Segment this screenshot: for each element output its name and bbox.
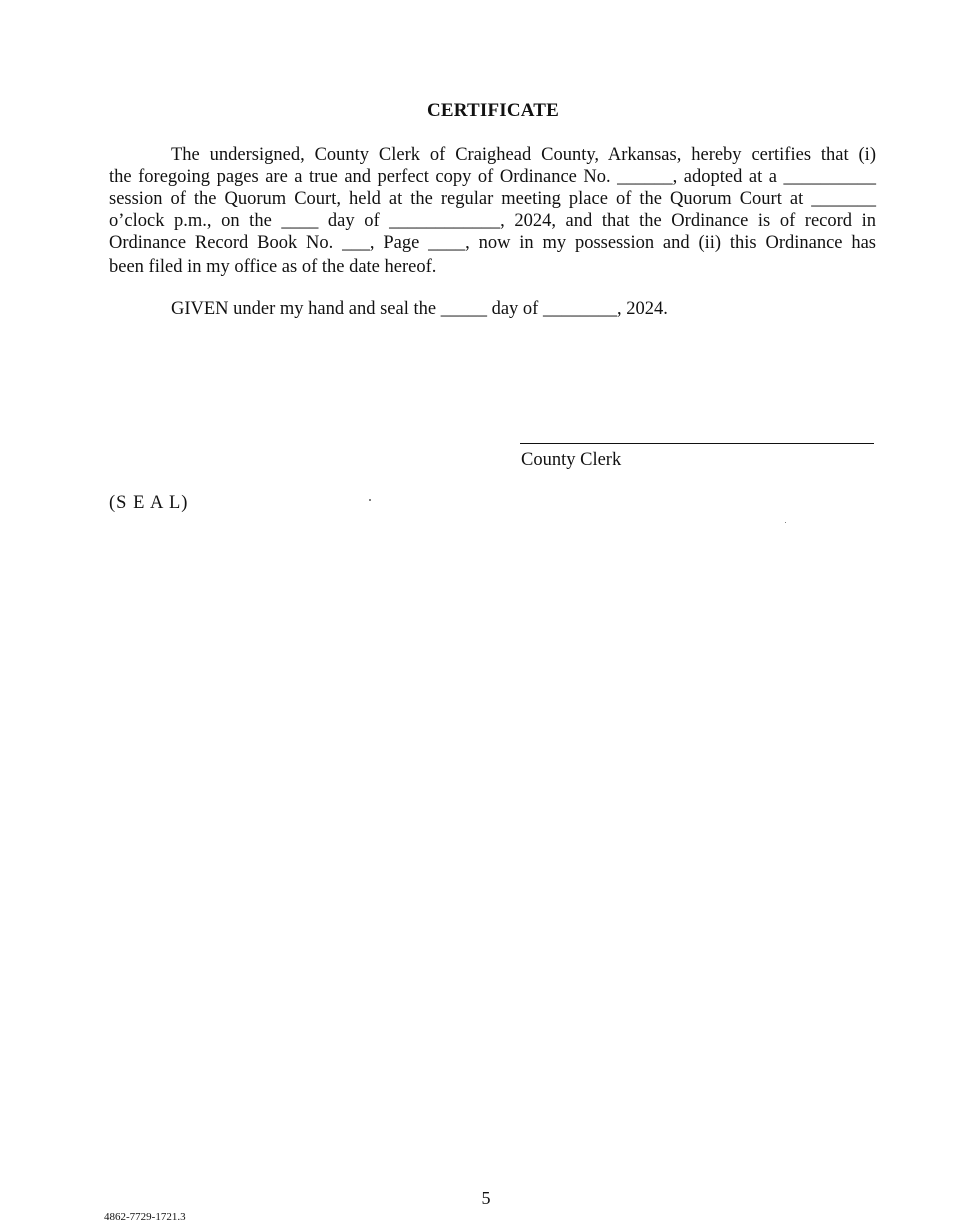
paragraph-line-3: session of the Quorum Court, held at the regular meeting place of the Quorum Court at _______: [109, 189, 876, 209]
given-line: GIVEN under my hand and seal the _____ day of ________, 2024.: [171, 299, 668, 319]
signature-label: County Clerk: [521, 450, 622, 470]
page-number: 5: [481, 1188, 491, 1208]
paragraph-line-2: the foregoing pages are a true and perfect copy of Ordinance No. ______, adopted at a __________: [109, 167, 876, 187]
scan-speck: [785, 522, 786, 523]
certificate-title: CERTIFICATE: [426, 100, 560, 121]
paragraph-line-5: Ordinance Record Book No. ___, Page ____, now in my possession and (ii) this Ordinance has: [109, 233, 876, 253]
paragraph-line-1: The undersigned, County Clerk of Craighead County, Arkansas, hereby certifies that (i): [171, 145, 876, 165]
paragraph-line-6: been filed in my office as of the date hereof.: [109, 257, 437, 277]
paragraph-line-4: o’clock p.m., on the ____ day of ____________, 2024, and that the Ordinance is of record in: [109, 211, 876, 231]
document-id: 4862-7729-1721.3: [104, 1211, 186, 1223]
signature-line: [520, 443, 874, 444]
seal-label: (S E A L): [109, 493, 189, 513]
scan-speck: [369, 499, 371, 501]
